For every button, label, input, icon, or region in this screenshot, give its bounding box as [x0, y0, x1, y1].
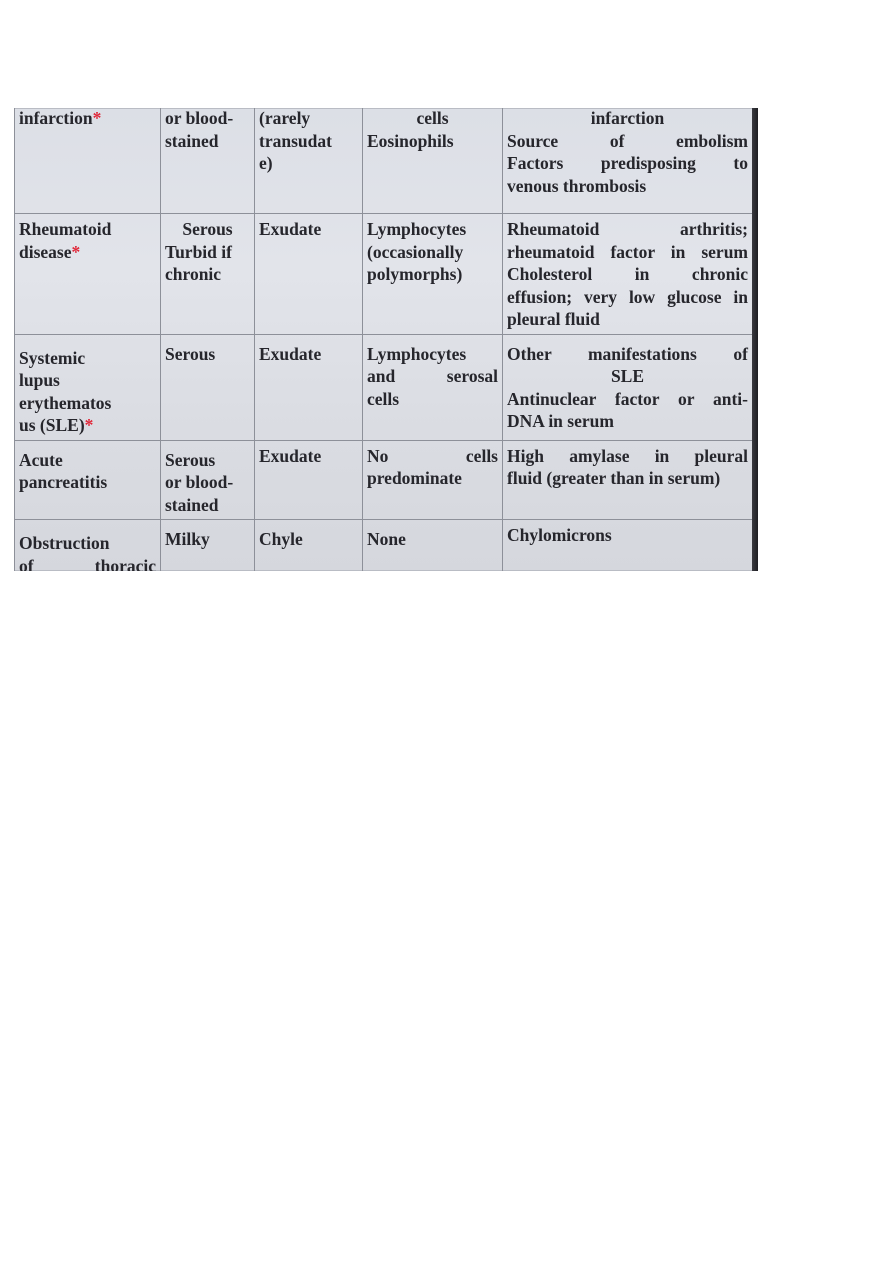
features-line: infarction: [590, 108, 665, 128]
cells-line: polymorphs): [367, 264, 463, 284]
features-line: Source of embolism: [507, 130, 748, 151]
appearance-cell: [161, 520, 255, 572]
cause-cell: [15, 520, 161, 572]
table-row: [15, 520, 753, 572]
features-cell: [503, 440, 753, 520]
cause-name-line: erythematos: [19, 392, 112, 413]
features-line: DNA in serum: [507, 411, 614, 431]
features-line: pleural fluid: [507, 309, 600, 329]
cells-cell: [363, 334, 503, 440]
cause-name: infarction: [19, 108, 93, 128]
table-row: [15, 108, 753, 214]
type-cell: [255, 334, 363, 440]
type-line: (rarely: [259, 108, 311, 128]
type-line: transudat: [259, 130, 332, 151]
cells-cell: [363, 108, 503, 214]
cause-name-line: us (SLE): [19, 415, 85, 435]
cells-line: Lymphocytes: [367, 343, 467, 364]
features-line: Rheumatoid arthritis;: [507, 219, 748, 239]
cells-line: Eosinophils: [367, 130, 454, 151]
features-line: Other manifestations of: [507, 343, 748, 364]
cells-cell: [363, 214, 503, 335]
features-line: venous thrombosis: [507, 175, 647, 196]
asterisk: *: [71, 241, 81, 262]
appearance-cell: [161, 108, 255, 214]
features-line: Antinuclear factor or anti-: [507, 388, 748, 409]
cells-cell: [363, 520, 503, 572]
cause-name-line: lupus: [19, 370, 60, 390]
pleural-effusion-table: [14, 108, 753, 571]
appearance-line: Serous: [182, 219, 233, 239]
features-cell: [503, 214, 753, 335]
features-line: Cholesterol in chronic: [507, 264, 748, 284]
appearance-line: or blood-: [165, 108, 234, 128]
cause-cell: [15, 214, 161, 335]
asterisk: *: [92, 108, 102, 128]
cause-name-line: of thoracic: [19, 555, 156, 571]
cells-line: None: [367, 529, 406, 549]
type-line: Exudate: [259, 219, 322, 239]
cause-cell: [15, 440, 161, 520]
cells-cell: [363, 440, 503, 520]
features-cell: [503, 108, 753, 214]
asterisk: *: [84, 415, 94, 435]
type-cell: [255, 214, 363, 335]
table-row: [15, 334, 753, 440]
cells-line: predominate: [367, 468, 462, 488]
cells-line: cells: [416, 108, 449, 128]
appearance-line: stained: [165, 494, 219, 515]
cause-name-line: Obstruction: [19, 533, 110, 553]
type-line: Exudate: [259, 445, 322, 466]
photographed-table: [14, 108, 758, 571]
appearance-cell: [161, 440, 255, 520]
type-cell: [255, 440, 363, 520]
cells-line: (occasionally: [367, 241, 464, 262]
cells-line: No cells: [367, 445, 498, 466]
appearance-line: Turbid if: [165, 241, 232, 262]
cells-line: Lymphocytes: [367, 219, 467, 239]
cells-line: cells: [367, 388, 400, 409]
features-line: effusion; very low glucose in: [507, 286, 748, 307]
cause-cell: [15, 108, 161, 214]
features-line: fluid (greater than in serum): [507, 468, 721, 488]
type-cell: [255, 108, 363, 214]
cause-name-line: Systemic: [19, 347, 86, 368]
cells-line: and serosal: [367, 366, 498, 386]
features-line: SLE: [610, 366, 645, 386]
type-cell: [255, 520, 363, 572]
appearance-line: Milky: [165, 529, 210, 549]
appearance-line: stained: [165, 130, 219, 151]
appearance-cell: [161, 214, 255, 335]
appearance-line: Serous: [165, 343, 216, 364]
features-cell: [503, 334, 753, 440]
appearance-line: or blood-: [165, 472, 234, 492]
features-cell: [503, 520, 753, 572]
appearance-line: chronic: [165, 264, 222, 284]
cause-name-line: pancreatitis: [19, 472, 108, 492]
appearance-cell: [161, 334, 255, 440]
type-line: e): [259, 153, 273, 173]
features-line: Factors predisposing to: [507, 153, 748, 173]
cause-name: Rheumatoid disease: [19, 219, 112, 262]
appearance-line: Serous: [165, 449, 216, 470]
type-line: Chyle: [259, 529, 303, 549]
features-line: High amylase in pleural: [507, 445, 748, 466]
features-line: rheumatoid factor in serum: [507, 241, 748, 262]
features-line: Chylomicrons: [507, 525, 612, 545]
cause-cell: [15, 334, 161, 440]
table-row: [15, 214, 753, 335]
table-row: [15, 440, 753, 520]
cause-name-line: Acute: [19, 449, 63, 470]
type-line: Exudate: [259, 343, 322, 364]
